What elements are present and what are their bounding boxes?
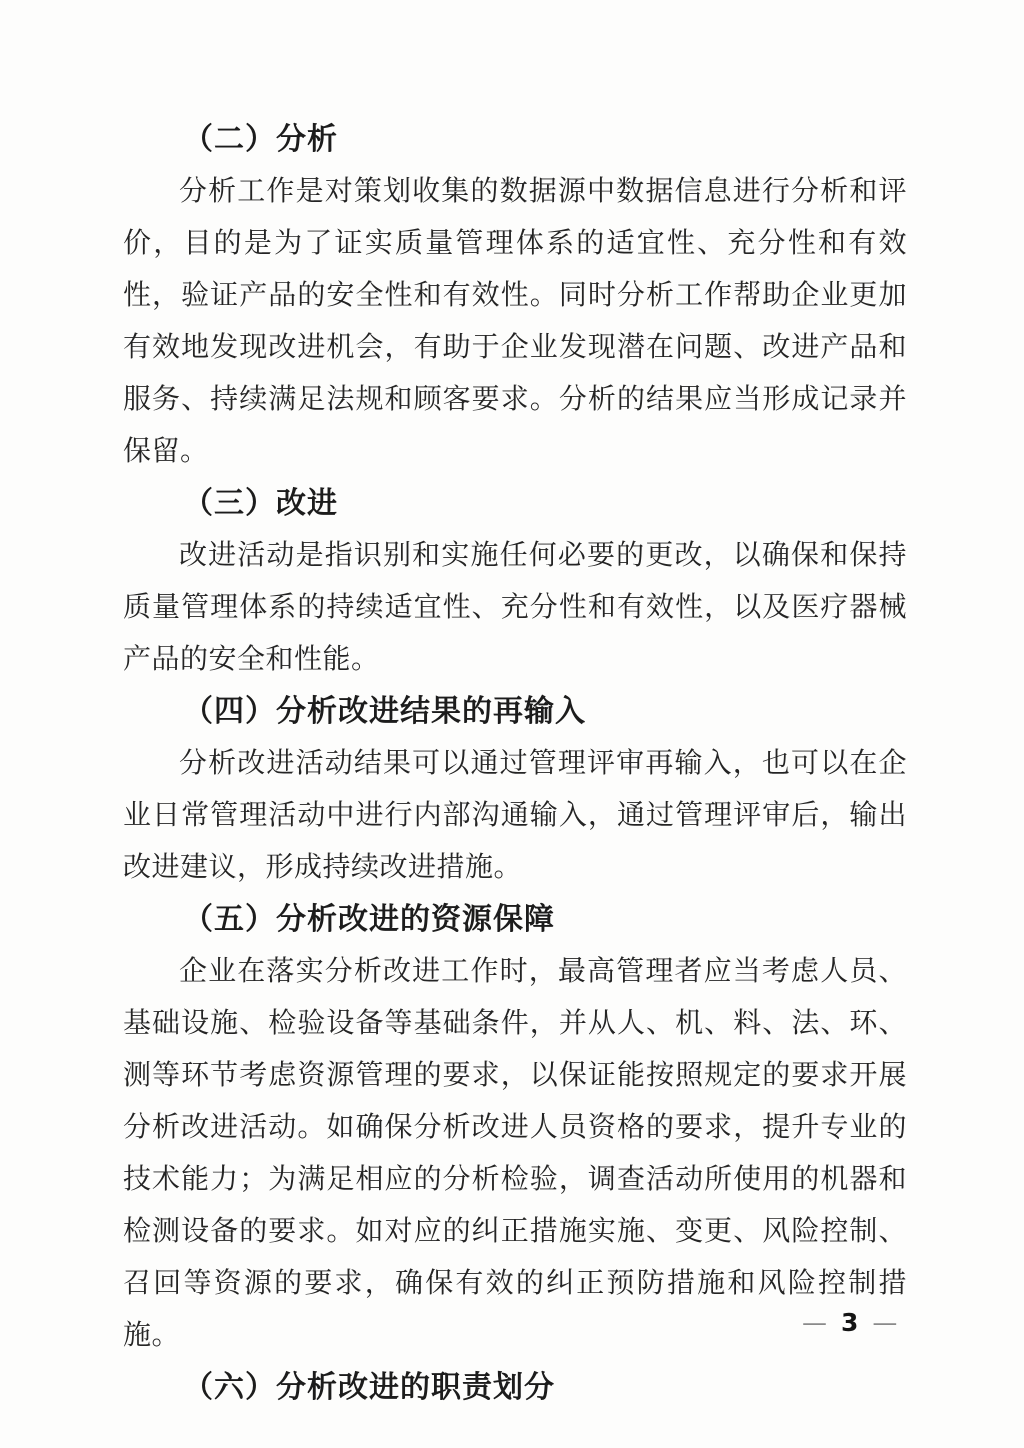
- section-responsibility-division: [123, 1362, 907, 1414]
- section-improvement: [123, 478, 907, 686]
- section-heading: （二）分析: [183, 123, 338, 156]
- section-paragraph: 分析工作是对策划收集的数据源中数据信息进行分析和评价，目的是为了证实质量管理体系的适宜性、充分性和有效性，验证产品的安全性和有效性。同时分析工作帮助企业更加有效地发现改进机会，有助于企业发现潜在问题、改进产品和服务、持续满足法规和顾客要求。分析的结果应当形成记录并保留。: [123, 176, 907, 467]
- section-reinput-of-results: [123, 686, 907, 894]
- page-number: [802, 1308, 897, 1338]
- section-heading: （五）分析改进的资源保障: [183, 903, 555, 936]
- page-number-value: 3: [841, 1308, 859, 1337]
- page-number-dash-right: —: [872, 1308, 898, 1337]
- page-number-dash-left: —: [802, 1308, 827, 1337]
- section-paragraph: 分析改进活动结果可以通过管理评审再输入，也可以在企业日常管理活动中进行内部沟通输入，通过管理评审后，输出改进建议，形成持续改进措施。: [123, 748, 907, 883]
- section-resource-guarantee: [123, 894, 907, 1362]
- section-paragraph: 改进活动是指识别和实施任何必要的更改，以确保和保持质量管理体系的持续适宜性、充分性和有效性，以及医疗器械产品的安全和性能。: [123, 540, 907, 675]
- section-heading: （四）分析改进结果的再输入: [183, 695, 586, 728]
- section-paragraph: 企业在落实分析改进工作时，最高管理者应当考虑人员、基础设施、检验设备等基础条件，并从人、机、料、法、环、测等环节考虑资源管理的要求，以保证能按照规定的要求开展分析改进活动。如确保分析改进人员资格的要求，提升专业的技术能力；为满足相应的分析检验，调查活动所使用的机器和检测设备的要求。如对应的纠正措施实施、变更、风险控制、召回等资源的要求，确保有效的纠正预防措施和风险控制措施。: [123, 956, 907, 1351]
- document-content: [123, 114, 907, 1414]
- section-heading: （六）分析改进的职责划分: [183, 1371, 555, 1404]
- section-heading: （三）改进: [183, 487, 338, 520]
- section-analysis: [123, 114, 907, 478]
